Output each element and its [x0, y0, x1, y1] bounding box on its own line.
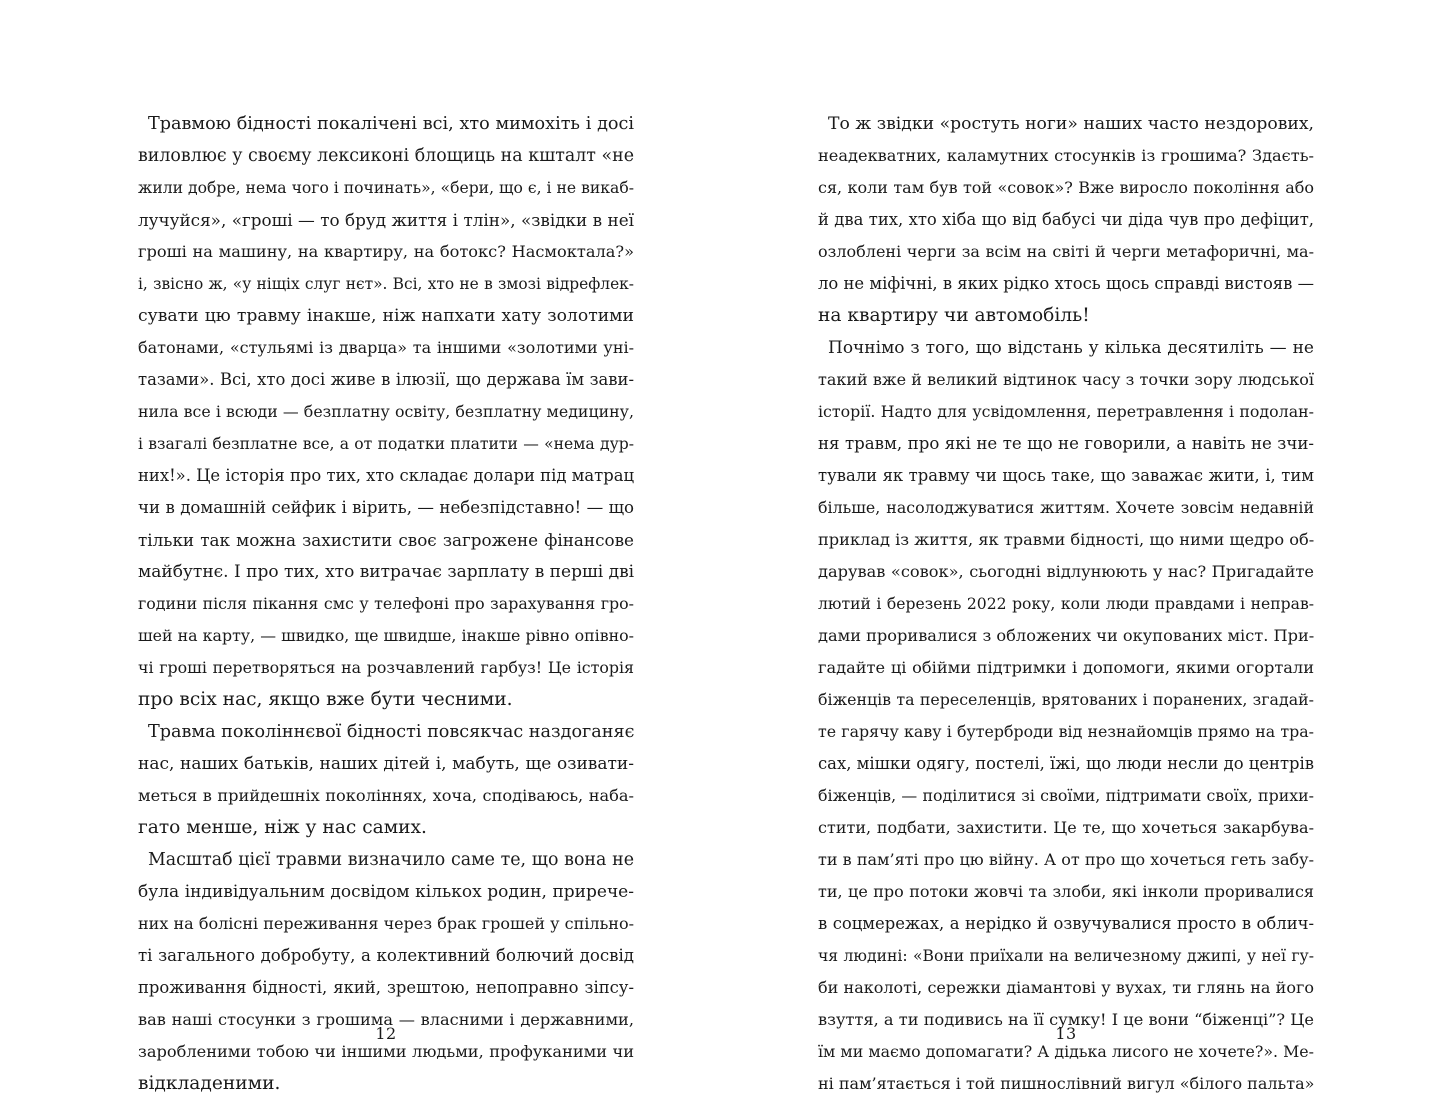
text-line: заробленими тобою чи іншими людьми, профуканими чи — [138, 1042, 634, 1061]
text-line: лютий і березень 2022 року, коли люди правдами і неправ- — [818, 595, 1314, 613]
text-line: взуття, а ти подивись на її сумку! І це вони “біженці”? Це — [818, 1010, 1314, 1029]
text-line: чі гроші перетворяться на розчавлений гарбуз! Це історія — [138, 658, 634, 677]
text-line: дарував «совок», сьогодні відлунюють у нас? Пригадайте — [818, 562, 1314, 581]
text-line: ти, це про потоки жовчі та злоби, які інколи проривалися — [818, 882, 1314, 901]
text-line: стити, подбати, захистити. Це те, що хочеться закарбува- — [818, 818, 1314, 837]
text-line: на квартиру чи автомобіль! — [818, 305, 1090, 326]
text-line: них!». Це історія про тих, хто складає долари під матрац — [138, 466, 635, 485]
text-line: меться в прийдешніх поколіннях, хоча, сподіваюсь, наба- — [138, 786, 634, 805]
text-line: озлоблені черги за всім на світі й черги метафоричні, ма- — [818, 242, 1314, 261]
text-line: Травмою бідності покалічені всі, хто мимохіть і досі — [148, 114, 634, 134]
text-line: нас, наших батьків, наших дітей і, мабуть, ще озивати- — [138, 754, 634, 774]
text-line: історії. Надто для усвідомлення, перетравлення і подолан- — [818, 402, 1314, 421]
page-number-right: 13 — [1055, 1024, 1077, 1043]
text-line: батонами, «стульямі із дварца» та іншими «золотими уні- — [138, 338, 634, 357]
text-line: гадайте ці обійми підтримки і допомоги, якими огортали — [818, 658, 1314, 677]
text-line: Масштаб цієї травми визначило саме те, що вона не — [148, 850, 634, 870]
text-line: чи в домашній сейфик і вірить, — небезпідставно! — що — [138, 498, 634, 517]
text-line: гато менше, ніж у нас самих. — [138, 817, 427, 838]
text-line: нила все і всюди — безплатну освіту, безплатну медицину, — [138, 402, 634, 421]
text-line: шей на карту, — швидко, ще швидше, інакше рівно опівно- — [138, 626, 634, 645]
left-page — [138, 108, 635, 1094]
text-line: їм ми маємо допомагати? А дідька лисого не хочете?». Ме- — [818, 1042, 1314, 1061]
text-line: ті загального добробуту, а колективний болючий досвід — [138, 946, 634, 965]
text-line: відкладеними. — [138, 1073, 281, 1094]
text-line: ня травм, про які не те що не говорили, а навіть не зчи- — [818, 434, 1314, 453]
text-line: чя людині: «Вони приїхали на величезному джипі, у неї гу- — [818, 947, 1314, 965]
text-line: майбутнє. І про тих, хто витрачає зарплату в перші дві — [138, 562, 635, 582]
text-line: ся, коли там був той «совок»? Вже виросло покоління або — [818, 178, 1314, 197]
text-line: би наколоті, сережки діамантові у вухах, ти глянь на його — [818, 978, 1314, 997]
text-line: була індивідуальним досвідом кількох родин, прирече- — [138, 882, 634, 902]
text-line: гроші на машину, на квартиру, на ботокс? Насмоктала?» — [138, 242, 634, 261]
text-line: години після пікання смс у телефоні про зарахування гро- — [138, 594, 634, 613]
text-line: них на болісні переживання через брак грошей у спільно- — [138, 914, 634, 933]
text-line: біженців, — поділитися зі своїми, підтримати своїх, прихи- — [818, 786, 1314, 805]
text-line: тазами». Всі, хто досі живе в ілюзії, що держава їм зави- — [138, 370, 634, 389]
right-page — [818, 108, 1315, 1093]
page-number-left: 12 — [375, 1024, 397, 1043]
text-line: тільки так можна захистити своє загрожене фінансове — [138, 530, 634, 550]
text-line: біженців та переселенців, врятованих і поранених, згадай- — [818, 690, 1314, 709]
text-line: більше, насолоджуватися життям. Хочете зовсім недавній — [818, 498, 1314, 517]
page-text — [818, 108, 1314, 1100]
text-line: і, звісно ж, «у ніщіх слуг нєт». Всі, хто не в змозі відрефлек- — [138, 275, 634, 293]
text-line: ні пам’ятається і той пишнослівний вигул «білого пальта» — [818, 1074, 1315, 1093]
text-line: проживання бідності, який, зрештою, непоправно зіпсу- — [138, 978, 634, 997]
text-line: ти в пам’яті про цю війну. А от про що хочеться геть забу- — [818, 850, 1314, 869]
text-line: й два тих, хто хіба що від бабусі чи діда чув про дефіцит, — [818, 210, 1314, 229]
text-line: приклад із життя, як травми бідності, що ними щедро об- — [818, 530, 1315, 549]
text-line: такий вже й великий відтинок часу з точки зору людської — [818, 370, 1314, 389]
text-line: Травма поколіннєвої бідності повсякчас наздоганяє — [148, 722, 635, 742]
text-line: вав наші стосунки з грошима — власними і державними, — [138, 1010, 634, 1029]
text-line: сах, мішки одягу, постелі, їжі, що люди несли до центрів — [818, 754, 1314, 773]
text-line: ло не міфічні, в яких рідко хтось щось справді вистояв — — [818, 274, 1314, 293]
text-line: виловлює у своєму лексиконі блощиць на кшталт «не — [138, 146, 634, 166]
text-line: То ж звідки «ростуть ноги» наших часто нездорових, — [828, 114, 1314, 134]
text-line: дами проривалися з обложених чи окупованих міст. При- — [818, 626, 1315, 645]
text-line: Почнімо з того, що відстань у кілька десятиліть — не — [828, 338, 1314, 358]
text-line: лучуйся», «гроші — то бруд життя і тлін», «звідки в неї — [138, 210, 634, 230]
text-line: в соцмережах, а нерідко й озвучувалися просто в облич- — [818, 914, 1314, 933]
text-line: тували як травму чи щось таке, що заважає жити, і, тим — [818, 466, 1314, 485]
text-line: те гарячу каву і бутерброди від незнайомців прямо на тра- — [818, 722, 1314, 741]
page-text — [138, 108, 634, 1100]
text-line: жили добре, нема чого і починать», «бери, що є, і не викаб- — [138, 179, 634, 197]
text-line: про всіх нас, якщо вже бути чесними. — [138, 689, 513, 710]
text-line: неадекватних, каламутних стосунків із грошима? Здаєть- — [818, 146, 1314, 165]
text-line: і взагалі безплатне все, а от податки платити — «нема дур- — [138, 435, 634, 453]
text-line: сувати цю травму інакше, ніж напхати хату золотими — [138, 306, 634, 326]
